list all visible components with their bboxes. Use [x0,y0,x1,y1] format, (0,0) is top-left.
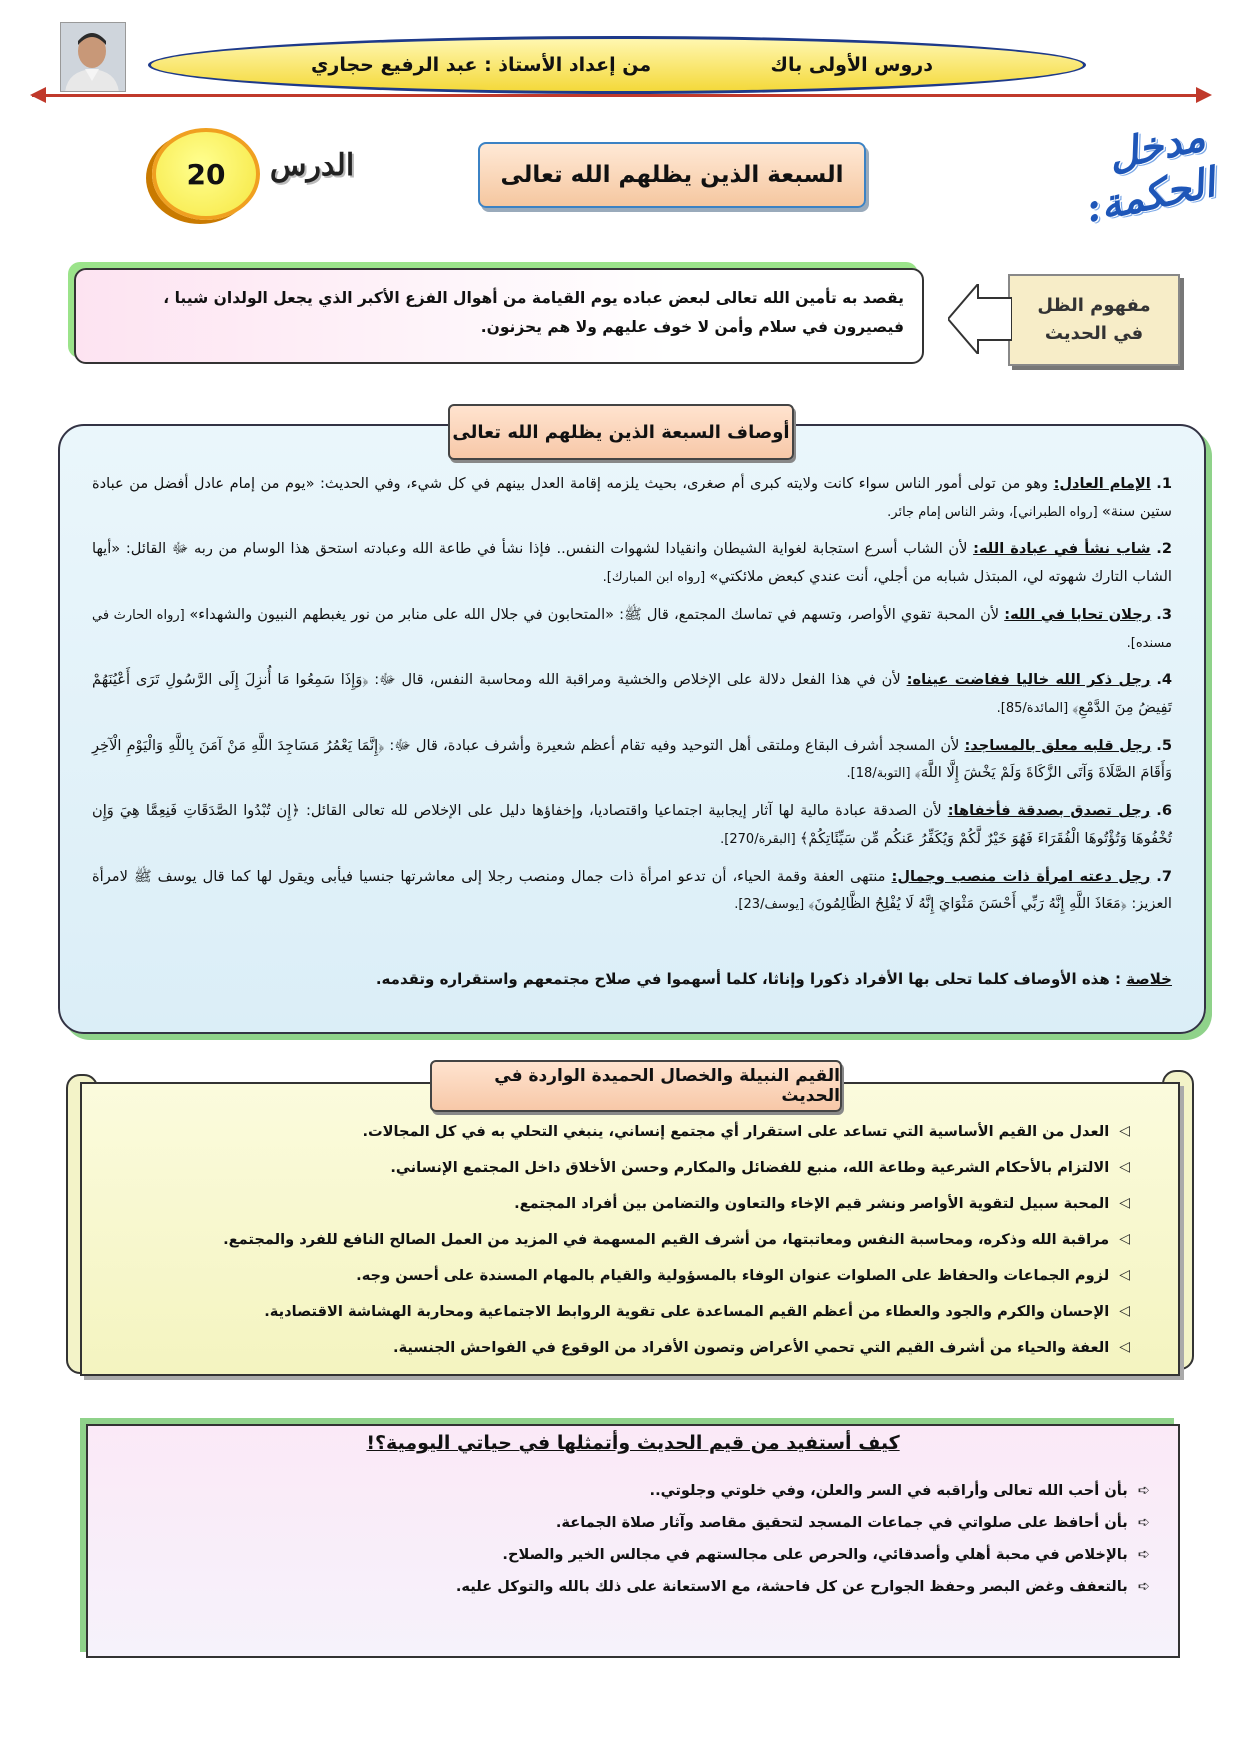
section-name: مدخل الحكمة: [1081,113,1219,233]
list-item [92,797,1172,852]
list-item [150,1336,1130,1360]
list-item [92,535,1172,590]
triangle-bullet-icon: ◁ [1119,1123,1130,1139]
item-citation: [يوسف/23]. [734,897,809,913]
summary [92,970,1172,988]
values-title: القيم النبيلة والخصال الحميدة الواردة في الحديث [430,1060,842,1112]
list-item [150,1228,1130,1252]
course-name: دروس الأولى باك [770,54,933,76]
summary-lead: خلاصة [1126,970,1172,988]
arrow-left-icon [30,87,46,103]
list-item [92,863,1172,918]
item-number: 4. [1156,671,1173,689]
value-text: العفة والحياء من أشرف القيم التي تحمي الأعراض وتصون الأفراد من الوقوع في الفواحش الجنسية. [393,1339,1110,1357]
item-citation: [رواه الحارث في مسنده]. [92,607,1172,651]
arrow-right-icon [1196,87,1212,103]
item-number: 1. [1156,475,1172,492]
list-item [330,1480,1150,1502]
triangle-bullet-icon: ◁ [1119,1159,1130,1176]
item-lead: رجلان تحابا في الله: [1004,605,1152,623]
apply-list [330,1480,1150,1608]
item-citation: [رواه ابن المبارك]. [602,570,710,586]
author-name: من إعداد الأستاذ : عبد الرفيع حجاري [311,54,652,76]
lesson-label: الدرس [269,148,355,183]
item-citation: [المائدة/85]. [996,701,1073,717]
item-citation: [التوبة/18]. [846,766,915,782]
apply-text: بأن أحب الله تعالى وأراقبه في السر والعلن، وفي خلوتي وجلوتي.. [649,1482,1128,1499]
value-text: العدل من القيم الأساسية التي تساعد على استقرار أي مجتمع إنساني، ينبغي التحلي به في كل المجالات. [362,1123,1110,1140]
item-lead: الإمام العادل: [1053,475,1151,492]
item-lead: رجل ذكر الله خاليا ففاضت عيناه: [906,671,1151,689]
triangle-bullet-icon: ◁ [1119,1267,1130,1284]
descriptions-title: أوصاف السبعة الذين يظلهم الله تعالى [448,404,794,460]
item-lead: شاب نشأ في عبادة الله: [973,540,1151,558]
list-item [150,1264,1130,1288]
value-text: المحبة سبيل لتقوية الأواصر ونشر قيم الإخاء والتعاون والتضامن بين أفراد المجتمع. [514,1195,1110,1213]
item-citation: [رواه الطبراني]، وشر الناس إمام جائر. [887,504,1102,520]
list-item [330,1544,1150,1566]
value-text: الإحسان والكرم والجود والعطاء من أعظم القيم المساعدة على تقوية الروابط الاجتماعية ومحاربة الهشاشة الاقتصادية. [264,1303,1110,1321]
list-item [150,1156,1130,1180]
item-text: وهو من تولى أمور الناس سواء كانت ولايته كبرى أم صغرى، بحيث يلزمه إقامة العدل بينهم في كل شيء، وفي الحديث: «يوم من إمام عادل أفضل من عبادة ستين سنة» [92,475,1172,520]
arrow-bullet-icon: ➪ [1137,1482,1150,1499]
apply-title: كيف أستفيد من قيم الحديث وأتمثلها في حياتي اليومية؟! [366,1432,900,1454]
list-item [150,1192,1130,1216]
apply-text: بالإخلاص في محبة أهلي وأصدقائي، والحرص على مجالستهم في مجالس الخير والصلاح. [502,1545,1128,1563]
item-lead: رجل دعته امرأة ذات منصب وجمال: [891,867,1151,885]
header-divider [32,94,1208,97]
arrow-bullet-icon: ➪ [1137,1513,1150,1531]
arrow-bullet-icon: ➪ [1137,1545,1150,1563]
concept-label [1008,274,1180,366]
author-photo-icon [60,23,125,92]
item-lead: رجل قلبه معلق بالمساجد: [964,736,1152,754]
values-list [150,1120,1130,1373]
lesson-number: 20 [152,128,260,220]
author-photo [60,22,126,92]
item-text: منتهى العفة وقمة الحياء، أن تدعو امرأة ذات جمال ومنصب رجلا إلى معاشرتها جنسيا فيأبى ويقول لها كما قال يوسف ﷺ لامرأة العزيز: ﴿مَعَاذَ اللَّهِ إِنَّهُ رَبِّي أَحْسَنَ مَثْوَايَ إِنَّهُ لَا يُفْلِحُ الظَّالِمُونَ﴾ [92,867,1172,913]
item-number: 3. [1156,605,1172,623]
apply-text: بالتعفف وغض البصر وحفظ الجوارح عن كل فاحشة، مع الاستعانة على ذلك بالله والتوكل عليه. [455,1577,1128,1595]
list-item [150,1120,1130,1144]
item-text: لأن المحبة تقوي الأواصر، وتسهم في تماسك المجتمع، قال ﷺ: «المتحابون في جلال الله على منابر من نور يغبطهم النبيون والشهداء» [189,605,1005,623]
lesson-title: السبعة الذين يظلهم الله تعالى [478,142,866,208]
list-item [330,1576,1150,1598]
item-number: 7. [1156,867,1172,885]
item-lead: رجل تصدق بصدقة فأخفاها: [947,802,1151,820]
arrow-bullet-icon: ➪ [1137,1577,1150,1595]
item-number: 5. [1156,736,1172,754]
pointer-arrow-icon [948,284,1012,354]
item-number: 2. [1156,540,1172,558]
item-number: 6. [1156,802,1172,820]
value-text: مراقبة الله وذكره، ومحاسبة النفس ومعاتبتها، من أشرف القيم المسهمة في المزيد من العمل الصالح النافع للفرد والمجتمع. [223,1231,1110,1249]
list-item [92,666,1172,721]
value-text: الالتزام بالأحكام الشرعية وطاعة الله، منبع للفضائل والمكارم وحسن الأخلاق داخل المجتمع الإنساني. [390,1159,1110,1177]
item-citation: [البقرة/270]. [720,831,800,847]
item-text: لأن في هذا الفعل دلالة على الإخلاص والخشية ومراقبة الله ومحاسبة النفس، قال ﷻ: ﴿وَإِذَا سَمِعُوا مَا أُنزِلَ إِلَى الرَّسُولِ تَرَى أَعْيُنَهُمْ تَفِيضُ مِنَ الدَّمْعِ﴾ [92,671,1172,717]
item-text: لأن الصدقة عبادة مالية لها آثار إيجابية اجتماعيا واقتصاديا، وإخفاؤها دليل على الإخلاص لله تعالى القائل: ﴿إِن تُبْدُوا الصَّدَقَاتِ فَنِعِمَّا هِيَ وَإِن تُخْفُوهَا وَتُؤْتُوهَا الْفُقَرَاءَ فَهُوَ خَيْرٌ لَّكُمْ وَيُكَفِّرُ عَنكُم مِّن سَيِّئَاتِكُمْ﴾ [92,802,1172,847]
concept-label-line2: في الحديث [1044,323,1144,344]
value-text: لزوم الجماعات والحفاظ على الصلوات عنوان الوفاء بالمسؤولية والقيام بالمهام المسندة على أحسن وجه. [356,1267,1110,1285]
summary-text: : هذه الأوصاف كلما تحلى بها الأفراد ذكورا وإناثا، كلما أسهموا في صلاح مجتمعهم واستقراره وتقدمه. [375,970,1127,988]
triangle-bullet-icon: ◁ [1119,1231,1130,1248]
list-item [150,1300,1130,1324]
item-text: لأن المسجد أشرف البقاع وملتقى أهل التوحيد وفيه تقام أعظم شعيرة وأشرف عبادة، قال ﷻ: ﴿إِنَّمَا يَعْمُرُ مَسَاجِدَ اللَّهِ مَنْ آمَنَ بِاللَّهِ وَالْيَوْمِ الْآخِرِ وَأَقَامَ الصَّلَاةَ وَآتَى الزَّكَاةَ وَلَمْ يَخْشَ إِلَّا اللَّهَ﴾ [92,736,1172,782]
descriptions-list [92,470,1172,928]
header-banner [148,36,1086,94]
triangle-bullet-icon: ◁ [1119,1195,1130,1212]
list-item [92,470,1172,525]
triangle-bullet-icon: ◁ [1119,1303,1130,1320]
triangle-bullet-icon: ◁ [1119,1339,1130,1356]
concept-definition: يقصد به تأمين الله تعالى لبعض عباده يوم القيامة من أهوال الفزع الأكبر الذي يجعل الولدان شيبا ، فيصيرون في سلام وأمن لا خوف عليهم ولا هم يحزنون. [74,268,924,364]
apply-text: بأن أحافظ على صلواتي في جماعات المسجد لتحقيق مقاصد وآثار صلاة الجماعة. [555,1513,1128,1531]
item-text: لأن الشاب أسرع استجابة لغواية الشيطان وانقيادا لشهوات النفس.. فإذا نشأ في طاعة الله وعبادته استحق هذا الوسام من ربه ﷻ القائل: «أيها الشاب التارك شهوته لي، المبتذل شبابه من أجلي، أنت عندي كبعض ملائكتي» [92,540,1172,586]
concept-label-line1: مفهوم الظل [1037,295,1151,317]
list-item [92,732,1172,787]
list-item [330,1512,1150,1534]
list-item [92,601,1172,656]
